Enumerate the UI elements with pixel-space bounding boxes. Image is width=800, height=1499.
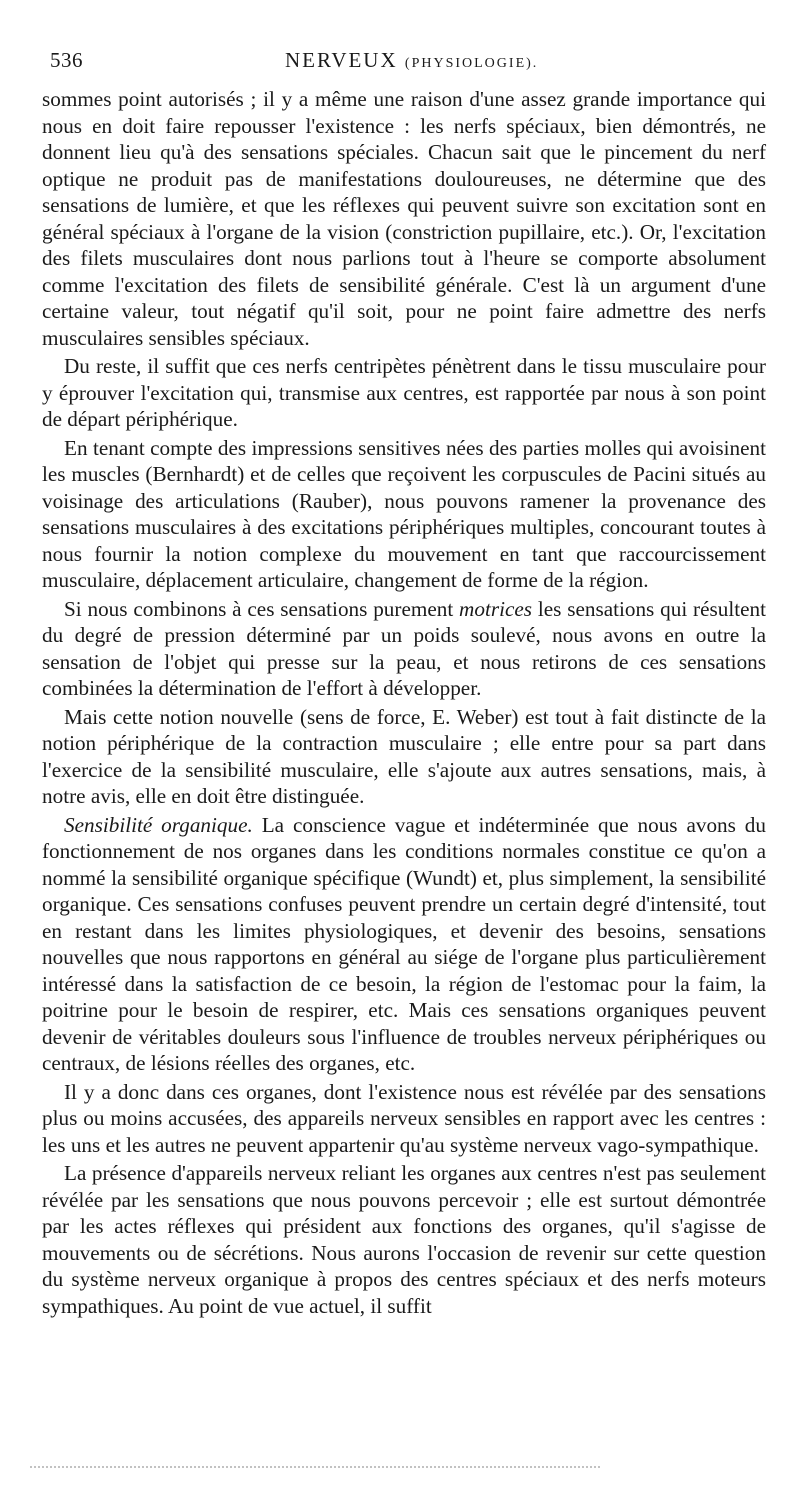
running-head-title: NERVEUX: [285, 48, 398, 72]
paragraph-1: sommes point autorisés ; il y a même une raison d'une assez grande importance qui nous en doit faire repousser l'existence : les nerfs spéciaux, bien démontrés, ne donnent lieu qu'à des sensations spéciales. Chacun sait que le pincement du nerf optique ne produit pas de manifestations douloureuses, ne détermine que des sensations de lumière, et que les réflexes qui peuvent suivre son excitation sont en général spéciaux à l'organe de la vision (constriction pupillaire, etc.). Or, l'excitation des filets musculaires dont nous parlions tout à l'heure se comporte absolument comme l'excitation des filets de sensibilité générale. C'est là un argument d'une certaine valeur, tout négatif qu'il soit, pour ne point faire admettre des nerfs musculaires sensibles spéciaux.: [42, 87, 766, 350]
italic-term-motrices: motrices: [459, 596, 533, 621]
paragraph-7: Il y a donc dans ces organes, dont l'existence nous est révélée par des sensations plus ou moins accusées, des appareils nerveux sensibles en rapport avec les centres : les uns et les autres ne peuvent appartenir qu'au système nerveux vago-sympathique.: [42, 1079, 766, 1157]
paragraph-3: En tenant compte des impressions sensitives nées des parties molles qui avoisinent les muscles (Bernhardt) et de celles que reçoivent les corpuscules de Pacini situés au voisinage des articulations (Rauber), nous pouvons ramener la provenance des sensations musculaires à des excitations périphériques multiples, concourant toutes à nous fournir la notion complexe du mouvement en tant que raccourcissement musculaire, déplacement articulaire, changement de forme de la région.: [42, 435, 766, 592]
page-number: 536: [50, 48, 83, 72]
section-heading-sensibilite-organique: Sensibilité organique.: [64, 812, 253, 837]
paragraph-6: [42, 812, 766, 1077]
paragraph-4-start: Si nous combinons à ces sensations purement: [64, 596, 460, 621]
paragraph-6-text: La conscience vague et indéterminée que nous avons du fonctionnement de nos organes dans les conditions normales constitue ce qu'on a nommé la sensibilité organique spécifique (Wundt) et, plus simplement, la sensibilité organique. Ces sensations confuses peuvent prendre un certain degré d'intensité, tout en restant dans les limites physiologiques, et devenir des besoins, sensations nouvelles que nous rapportons en général au siége de l'organe plus particulièrement intéressé dans la satisfaction de ce besoin, la région de l'estomac pour la faim, la poitrine pour le besoin de respirer, etc. Mais ces sensations organiques peuvent devenir de véritables douleurs sous l'influence de troubles nerveux périphériques ou centraux, de lésions réelles des organes, etc.: [42, 812, 766, 1075]
paragraph-4-end: les sensations qui résultent du degré de pression déterminé par un poids soulevé, nous avons en outre la sensation de l'objet qui presse sur la peau, et nous retirons de ces sensations combinées la détermination de l'effort à développer.: [42, 596, 766, 700]
running-head-subtitle: (PHYSIOLOGIE).: [404, 56, 539, 71]
paragraph-4: [42, 596, 766, 702]
footer-rule: [30, 1466, 600, 1468]
body-text: [42, 86, 766, 1319]
paragraph-8: La présence d'appareils nerveux reliant les organes aux centres n'est pas seulement révélée par les sensations que nous pouvons percevoir ; elle est surtout démontrée par les actes réflexes qui président aux fonctions des organes, qu'il s'agisse de mouvements ou de sécrétions. Nous aurons l'occasion de revenir sur cette question du système nerveux organique à propos des centres spéciaux et des nerfs moteurs sympathiques. Au point de vue actuel, il suffit: [42, 1161, 766, 1318]
paragraph-2: Du reste, il suffit que ces nerfs centripètes pénètrent dans le tissu musculaire pour y éprouver l'excitation qui, transmise aux centres, est rapportée par nous à son point de départ périphérique.: [42, 354, 766, 431]
paragraph-5: Mais cette notion nouvelle (sens de force, E. Weber) est tout à fait distincte de la notion périphérique de la contraction musculaire ; elle entre pour sa part dans l'exercice de la sensibilité musculaire, elle s'ajoute aux autres sensations, mais, à notre avis, elle en doit être distinguée.: [42, 704, 766, 808]
running-head: [285, 48, 538, 73]
page-header: [50, 44, 760, 74]
